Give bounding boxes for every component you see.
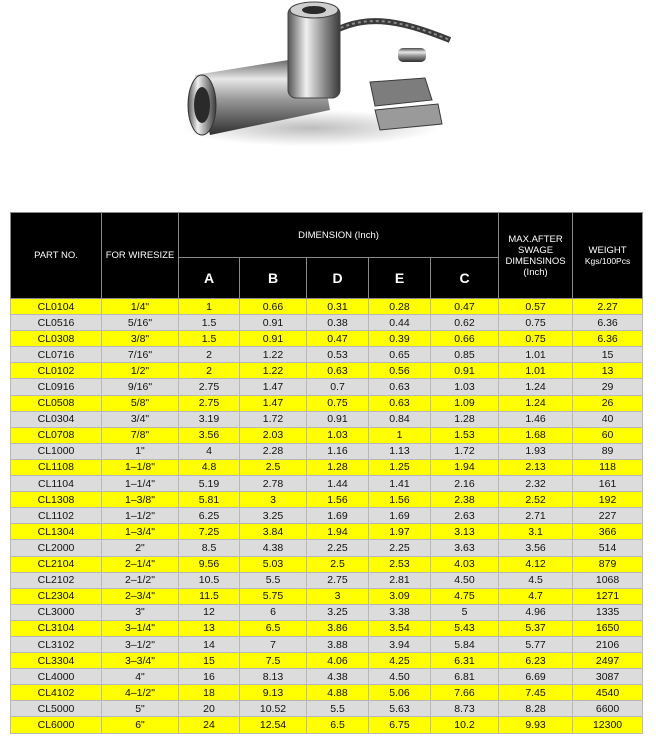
- part-no-cell: CL2104: [11, 556, 102, 572]
- wiresize-cell: 2–1/4": [102, 556, 179, 572]
- dim-d-cell: 0.47: [307, 331, 369, 347]
- header-max-line2: SWAGE: [518, 244, 554, 256]
- dim-c-cell: 5: [431, 604, 499, 620]
- spec-table: [10, 212, 643, 734]
- dim-e-cell: 1.41: [369, 476, 431, 492]
- max-after-swage-cell: 4.7: [499, 588, 573, 604]
- max-after-swage-cell: 1.93: [499, 443, 573, 459]
- dim-e-cell: 6.75: [369, 717, 431, 733]
- dim-c-cell: 2.63: [431, 508, 499, 524]
- part-no-cell: CL3102: [11, 636, 102, 652]
- dim-c-cell: 1.03: [431, 379, 499, 395]
- dim-c-cell: 8.73: [431, 701, 499, 717]
- dim-b-cell: 2.78: [240, 476, 307, 492]
- weight-cell: 12300: [573, 717, 643, 733]
- dim-c-cell: 1.94: [431, 459, 499, 475]
- dim-d-cell: 0.38: [307, 315, 369, 331]
- dim-e-cell: 2.53: [369, 556, 431, 572]
- dim-a-cell: 24: [179, 717, 240, 733]
- table-row: [11, 443, 643, 459]
- max-after-swage-cell: 1.01: [499, 363, 573, 379]
- dim-a-cell: 1: [179, 299, 240, 315]
- dim-a-cell: 15: [179, 653, 240, 669]
- part-no-cell: CL0104: [11, 299, 102, 315]
- dim-c-cell: 4.75: [431, 588, 499, 604]
- part-no-cell: CL1102: [11, 508, 102, 524]
- header-max-line1: MAX.AFTER: [508, 233, 563, 245]
- max-after-swage-cell: 6.69: [499, 669, 573, 685]
- dim-a-cell: 18: [179, 685, 240, 701]
- dim-d-cell: 1.16: [307, 443, 369, 459]
- dim-d-cell: 4.88: [307, 685, 369, 701]
- dim-d-cell: 2.25: [307, 540, 369, 556]
- dim-a-cell: 11.5: [179, 588, 240, 604]
- wiresize-cell: 1–1/8": [102, 459, 179, 475]
- max-after-swage-cell: 1.01: [499, 347, 573, 363]
- weight-cell: 40: [573, 411, 643, 427]
- weight-cell: 2497: [573, 653, 643, 669]
- wiresize-cell: 5": [102, 701, 179, 717]
- wiresize-cell: 7/16": [102, 347, 179, 363]
- dim-b-cell: 10.52: [240, 701, 307, 717]
- dim-d-cell: 2.5: [307, 556, 369, 572]
- wiresize-cell: 1–1/4": [102, 476, 179, 492]
- weight-cell: 6.36: [573, 331, 643, 347]
- part-no-cell: CL1308: [11, 492, 102, 508]
- max-after-swage-cell: 6.23: [499, 653, 573, 669]
- dim-e-cell: 5.63: [369, 701, 431, 717]
- dim-a-cell: 14: [179, 636, 240, 652]
- dim-c-cell: 3.13: [431, 524, 499, 540]
- table-row: [11, 331, 643, 347]
- wiresize-cell: 7/8": [102, 427, 179, 443]
- table-row: [11, 717, 643, 733]
- part-no-cell: CL1104: [11, 476, 102, 492]
- dim-e-cell: 4.50: [369, 669, 431, 685]
- dim-e-cell: 1: [369, 427, 431, 443]
- max-after-swage-cell: 1.24: [499, 395, 573, 411]
- dim-c-cell: 0.85: [431, 347, 499, 363]
- dim-b-cell: 6.5: [240, 620, 307, 636]
- part-no-cell: CL6000: [11, 717, 102, 733]
- weight-cell: 3087: [573, 669, 643, 685]
- dim-b-cell: 1.72: [240, 411, 307, 427]
- weight-cell: 227: [573, 508, 643, 524]
- dim-d-cell: 3.86: [307, 620, 369, 636]
- dim-b-cell: 3.25: [240, 508, 307, 524]
- part-no-cell: CL5000: [11, 701, 102, 717]
- max-after-swage-cell: 4.12: [499, 556, 573, 572]
- weight-cell: 13: [573, 363, 643, 379]
- max-after-swage-cell: 0.57: [499, 299, 573, 315]
- weight-cell: 1650: [573, 620, 643, 636]
- dim-a-cell: 20: [179, 701, 240, 717]
- dim-d-cell: 1.56: [307, 492, 369, 508]
- weight-cell: 118: [573, 459, 643, 475]
- dim-c-cell: 0.91: [431, 363, 499, 379]
- max-after-swage-cell: 0.75: [499, 331, 573, 347]
- dim-d-cell: 0.7: [307, 379, 369, 395]
- wiresize-cell: 2–3/4": [102, 588, 179, 604]
- max-after-swage-cell: 0.75: [499, 315, 573, 331]
- table-row: [11, 459, 643, 475]
- dim-c-cell: 1.72: [431, 443, 499, 459]
- dim-d-cell: 3: [307, 588, 369, 604]
- dim-b-cell: 7.5: [240, 653, 307, 669]
- dim-d-cell: 3.25: [307, 604, 369, 620]
- weight-cell: 879: [573, 556, 643, 572]
- dim-a-cell: 2: [179, 363, 240, 379]
- part-no-cell: CL3304: [11, 653, 102, 669]
- table-row: [11, 508, 643, 524]
- table-row: [11, 636, 643, 652]
- weight-cell: 1068: [573, 572, 643, 588]
- dim-e-cell: 1.25: [369, 459, 431, 475]
- wiresize-cell: 5/8": [102, 395, 179, 411]
- table-row: [11, 427, 643, 443]
- small-ferrule: [398, 48, 426, 62]
- dim-e-cell: 2.25: [369, 540, 431, 556]
- wiresize-cell: 4": [102, 669, 179, 685]
- table-row: [11, 299, 643, 315]
- header-wiresize: FOR WIRESIZE: [102, 213, 179, 299]
- dim-a-cell: 13: [179, 620, 240, 636]
- dim-a-cell: 3.56: [179, 427, 240, 443]
- dim-b-cell: 1.22: [240, 347, 307, 363]
- dim-a-cell: 4: [179, 443, 240, 459]
- dim-d-cell: 2.75: [307, 572, 369, 588]
- dim-d-cell: 3.88: [307, 636, 369, 652]
- dim-d-cell: 0.31: [307, 299, 369, 315]
- table-row: [11, 701, 643, 717]
- dim-b-cell: 0.91: [240, 315, 307, 331]
- part-no-cell: CL4102: [11, 685, 102, 701]
- wiresize-cell: 1": [102, 443, 179, 459]
- dim-a-cell: 6.25: [179, 508, 240, 524]
- dim-b-cell: 7: [240, 636, 307, 652]
- dim-b-cell: 1.47: [240, 379, 307, 395]
- wiresize-cell: 3–1/2": [102, 636, 179, 652]
- table-row: [11, 588, 643, 604]
- dim-d-cell: 1.44: [307, 476, 369, 492]
- dim-a-cell: 9.56: [179, 556, 240, 572]
- dim-e-cell: 0.39: [369, 331, 431, 347]
- part-no-cell: CL1000: [11, 443, 102, 459]
- max-after-swage-cell: 2.71: [499, 508, 573, 524]
- table-row: [11, 492, 643, 508]
- dim-e-cell: 3.09: [369, 588, 431, 604]
- wiresize-cell: 6": [102, 717, 179, 733]
- dim-e-cell: 0.65: [369, 347, 431, 363]
- product-photo: [170, 0, 470, 150]
- max-after-swage-cell: 9.93: [499, 717, 573, 733]
- dim-b-cell: 5.5: [240, 572, 307, 588]
- header-weight-line2: Kgs/100Pcs: [584, 255, 631, 266]
- dim-d-cell: 5.5: [307, 701, 369, 717]
- dim-b-cell: 0.66: [240, 299, 307, 315]
- dim-a-cell: 16: [179, 669, 240, 685]
- header-dim-e: E: [369, 258, 431, 299]
- dim-d-cell: 1.69: [307, 508, 369, 524]
- dim-a-cell: 12: [179, 604, 240, 620]
- dim-e-cell: 2.81: [369, 572, 431, 588]
- header-dim-c: C: [431, 258, 499, 299]
- wiresize-cell: 3–3/4": [102, 653, 179, 669]
- table-row: [11, 379, 643, 395]
- header-part-no: PART NO.: [11, 213, 102, 299]
- weight-cell: 26: [573, 395, 643, 411]
- part-no-cell: CL0508: [11, 395, 102, 411]
- dim-b-cell: 3: [240, 492, 307, 508]
- dim-d-cell: 6.5: [307, 717, 369, 733]
- dim-c-cell: 4.50: [431, 572, 499, 588]
- dim-c-cell: 5.43: [431, 620, 499, 636]
- part-no-cell: CL3000: [11, 604, 102, 620]
- dim-b-cell: 5.03: [240, 556, 307, 572]
- dim-e-cell: 1.13: [369, 443, 431, 459]
- table-row: [11, 395, 643, 411]
- dim-a-cell: 5.81: [179, 492, 240, 508]
- max-after-swage-cell: 2.13: [499, 459, 573, 475]
- weight-cell: 1335: [573, 604, 643, 620]
- table-row: [11, 347, 643, 363]
- table-row: [11, 556, 643, 572]
- dim-d-cell: 0.63: [307, 363, 369, 379]
- part-no-cell: CL2304: [11, 588, 102, 604]
- weight-cell: 514: [573, 540, 643, 556]
- weight-cell: 4540: [573, 685, 643, 701]
- dim-e-cell: 5.06: [369, 685, 431, 701]
- max-after-swage-cell: 5.37: [499, 620, 573, 636]
- table-row: [11, 604, 643, 620]
- dim-b-cell: 0.91: [240, 331, 307, 347]
- wiresize-cell: 3/4": [102, 411, 179, 427]
- max-after-swage-cell: 2.52: [499, 492, 573, 508]
- part-no-cell: CL0516: [11, 315, 102, 331]
- dim-e-cell: 0.63: [369, 395, 431, 411]
- spec-table-body: [11, 299, 643, 734]
- max-after-swage-cell: 7.45: [499, 685, 573, 701]
- part-no-cell: CL0304: [11, 411, 102, 427]
- table-row: [11, 315, 643, 331]
- dim-e-cell: 1.97: [369, 524, 431, 540]
- flat-sleeve-top: [370, 78, 432, 106]
- wiresize-cell: 3/8": [102, 331, 179, 347]
- dim-a-cell: 4.8: [179, 459, 240, 475]
- dim-a-cell: 7.25: [179, 524, 240, 540]
- part-no-cell: CL0102: [11, 363, 102, 379]
- part-no-cell: CL2000: [11, 540, 102, 556]
- dim-e-cell: 1.69: [369, 508, 431, 524]
- weight-cell: 6.36: [573, 315, 643, 331]
- dim-d-cell: 0.91: [307, 411, 369, 427]
- table-row: [11, 540, 643, 556]
- wiresize-cell: 3–1/4": [102, 620, 179, 636]
- weight-cell: 2.27: [573, 299, 643, 315]
- header-dim-a: A: [179, 258, 240, 299]
- max-after-swage-cell: 4.96: [499, 604, 573, 620]
- dim-e-cell: 0.28: [369, 299, 431, 315]
- max-after-swage-cell: 2.32: [499, 476, 573, 492]
- dim-b-cell: 5.75: [240, 588, 307, 604]
- dim-d-cell: 4.06: [307, 653, 369, 669]
- weight-cell: 6600: [573, 701, 643, 717]
- part-no-cell: CL1304: [11, 524, 102, 540]
- wiresize-cell: 9/16": [102, 379, 179, 395]
- wiresize-cell: 5/16": [102, 315, 179, 331]
- swage-body-hex: [288, 6, 340, 98]
- table-row: [11, 669, 643, 685]
- dim-c-cell: 10.2: [431, 717, 499, 733]
- part-no-cell: CL3104: [11, 620, 102, 636]
- dim-e-cell: 0.44: [369, 315, 431, 331]
- max-after-swage-cell: 1.24: [499, 379, 573, 395]
- wiresize-cell: 1/2": [102, 363, 179, 379]
- wiresize-cell: 1–3/4": [102, 524, 179, 540]
- dim-c-cell: 4.03: [431, 556, 499, 572]
- header-dim-b: B: [240, 258, 307, 299]
- dim-d-cell: 0.53: [307, 347, 369, 363]
- table-row: [11, 411, 643, 427]
- max-after-swage-cell: 5.77: [499, 636, 573, 652]
- max-after-swage-cell: 1.46: [499, 411, 573, 427]
- part-no-cell: CL4000: [11, 669, 102, 685]
- dim-d-cell: 0.75: [307, 395, 369, 411]
- part-no-cell: CL1108: [11, 459, 102, 475]
- dim-b-cell: 6: [240, 604, 307, 620]
- dim-c-cell: 1.53: [431, 427, 499, 443]
- dim-b-cell: 12.54: [240, 717, 307, 733]
- table-row: [11, 685, 643, 701]
- dim-c-cell: 2.16: [431, 476, 499, 492]
- dim-e-cell: 0.63: [369, 379, 431, 395]
- wiresize-cell: 1–3/8": [102, 492, 179, 508]
- max-after-swage-cell: 4.5: [499, 572, 573, 588]
- dim-e-cell: 0.56: [369, 363, 431, 379]
- dim-e-cell: 0.84: [369, 411, 431, 427]
- dim-d-cell: 4.38: [307, 669, 369, 685]
- table-row: [11, 653, 643, 669]
- header-max-line4: (Inch): [523, 266, 548, 278]
- dim-a-cell: 5.19: [179, 476, 240, 492]
- table-row: [11, 363, 643, 379]
- weight-cell: 161: [573, 476, 643, 492]
- wiresize-cell: 2–1/2": [102, 572, 179, 588]
- part-no-cell: CL0716: [11, 347, 102, 363]
- wiresize-cell: 1–1/2": [102, 508, 179, 524]
- dim-c-cell: 1.28: [431, 411, 499, 427]
- dim-c-cell: 6.31: [431, 653, 499, 669]
- weight-cell: 60: [573, 427, 643, 443]
- dim-d-cell: 1.03: [307, 427, 369, 443]
- weight-cell: 1271: [573, 588, 643, 604]
- dim-c-cell: 0.47: [431, 299, 499, 315]
- weight-cell: 29: [573, 379, 643, 395]
- wiresize-cell: 3": [102, 604, 179, 620]
- max-after-swage-cell: 3.1: [499, 524, 573, 540]
- dim-a-cell: 10.5: [179, 572, 240, 588]
- dim-b-cell: 2.5: [240, 459, 307, 475]
- dim-b-cell: 1.22: [240, 363, 307, 379]
- dim-e-cell: 1.56: [369, 492, 431, 508]
- dim-d-cell: 1.94: [307, 524, 369, 540]
- dim-b-cell: 2.03: [240, 427, 307, 443]
- dim-e-cell: 4.25: [369, 653, 431, 669]
- wiresize-cell: 4–1/2": [102, 685, 179, 701]
- weight-cell: 2106: [573, 636, 643, 652]
- weight-cell: 192: [573, 492, 643, 508]
- dim-d-cell: 1.28: [307, 459, 369, 475]
- dim-b-cell: 2.28: [240, 443, 307, 459]
- dim-c-cell: 1.09: [431, 395, 499, 411]
- dim-b-cell: 9.13: [240, 685, 307, 701]
- dim-a-cell: 8.5: [179, 540, 240, 556]
- dim-b-cell: 8.13: [240, 669, 307, 685]
- dim-e-cell: 3.94: [369, 636, 431, 652]
- dim-b-cell: 1.47: [240, 395, 307, 411]
- dim-b-cell: 3.84: [240, 524, 307, 540]
- table-row: [11, 620, 643, 636]
- wiresize-cell: 1/4": [102, 299, 179, 315]
- header-weight: [573, 213, 643, 299]
- dim-c-cell: 5.84: [431, 636, 499, 652]
- dim-a-cell: 2: [179, 347, 240, 363]
- weight-cell: 15: [573, 347, 643, 363]
- dim-c-cell: 6.81: [431, 669, 499, 685]
- table-row: [11, 524, 643, 540]
- wiresize-cell: 2": [102, 540, 179, 556]
- max-after-swage-cell: 8.28: [499, 701, 573, 717]
- part-no-cell: CL0308: [11, 331, 102, 347]
- dim-b-cell: 4.38: [240, 540, 307, 556]
- header-max-line3: DIMENSINOS: [505, 255, 566, 267]
- header-dim-d: D: [307, 258, 369, 299]
- table-row: [11, 572, 643, 588]
- dim-a-cell: 1.5: [179, 315, 240, 331]
- header-weight-line1: WEIGHT: [588, 244, 627, 256]
- dim-c-cell: 7.66: [431, 685, 499, 701]
- dim-c-cell: 0.62: [431, 315, 499, 331]
- weight-cell: 89: [573, 443, 643, 459]
- dim-a-cell: 2.75: [179, 379, 240, 395]
- dim-a-cell: 3.19: [179, 411, 240, 427]
- dim-e-cell: 3.54: [369, 620, 431, 636]
- dim-e-cell: 3.38: [369, 604, 431, 620]
- max-after-swage-cell: 1.68: [499, 427, 573, 443]
- header-max-after-swage: [499, 213, 573, 299]
- dim-a-cell: 2.75: [179, 395, 240, 411]
- part-no-cell: CL0916: [11, 379, 102, 395]
- dim-c-cell: 3.63: [431, 540, 499, 556]
- table-row: [11, 476, 643, 492]
- part-no-cell: CL2102: [11, 572, 102, 588]
- weight-cell: 366: [573, 524, 643, 540]
- dim-c-cell: 0.66: [431, 331, 499, 347]
- part-no-cell: CL0708: [11, 427, 102, 443]
- dim-a-cell: 1.5: [179, 331, 240, 347]
- dim-c-cell: 2.38: [431, 492, 499, 508]
- header-dimension: DIMENSION (Inch): [179, 213, 499, 258]
- max-after-swage-cell: 3.56: [499, 540, 573, 556]
